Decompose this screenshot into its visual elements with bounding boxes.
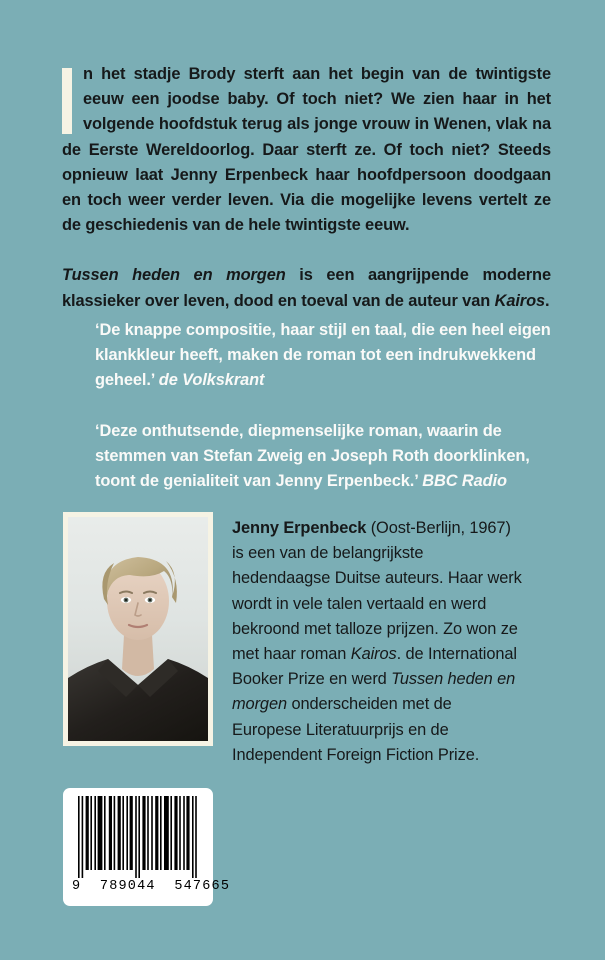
- author-portrait-image: [68, 517, 208, 741]
- press-quote-2-text: ‘Deze onthutsende, diepmenselijke roman, waarin de stemmen van Stefan Zweig en Joseph Roth doorklinken, toont de genialiteit van Jenny Erpenbeck.’: [95, 421, 530, 491]
- press-quotes-block: [95, 318, 551, 494]
- author-bio: [232, 516, 522, 768]
- author-bio-part-2: . de International Booker Prize en werd: [232, 645, 517, 689]
- author-bio-part-3: onderscheiden met de Europese Literatuurprijs en de Independent Foreign Fiction Prize.: [232, 695, 480, 764]
- author-name: Jenny Erpenbeck: [232, 519, 367, 537]
- dropcap-bar-icon: [62, 68, 72, 134]
- press-quote-2: [95, 419, 551, 495]
- related-title-emphasis: Kairos: [494, 291, 545, 310]
- isbn-barcode: [63, 788, 231, 906]
- author-photo-frame: [63, 512, 213, 746]
- book-title-emphasis: Tussen heden en morgen: [62, 266, 286, 285]
- blurb-block: [62, 62, 551, 314]
- author-bio-title-1: Kairos: [350, 645, 397, 664]
- blurb-paragraph-2: [62, 263, 551, 313]
- blurb-paragraph-2-mid: is een aangrijpende moderne klassieker over leven, dood en toeval van de auteur van: [62, 266, 551, 310]
- press-quote-1: [95, 318, 551, 394]
- barcode-digits: 9 789044 547665: [72, 879, 231, 894]
- press-quote-1-source: de Volkskrant: [158, 371, 265, 390]
- author-portrait: [68, 517, 208, 741]
- blurb-paragraph-2-end: .: [545, 291, 550, 310]
- blurb-line-2: eeuw een joodse baby. Of toch niet? We zien haar in het: [83, 90, 551, 109]
- author-bio-part-1: (Oost-Berlijn, 1967) is een van de belangrijkste hedendaagse Duitse auteurs. Haar werk wordt in vele talen vertaald en werd bekroond met talloze prijzen. Zo won ze met haar roman: [232, 519, 522, 664]
- blurb-line-3: volgende hoofdstuk terug als jonge vrouw in Wenen, vlak: [83, 115, 528, 134]
- author-bio-title-2: Tussen heden en morgen: [232, 670, 516, 714]
- blurb-rest: na de Eerste Wereldoorlog. Daar sterft ze. Of toch niet? Steeds opnieuw laat Jenny Erpenbeck haar hoofdpersoon doodgaan en toch weer verder leven. Via die mogelijke levens vertelt ze de geschiedenis van de hele twintigste eeuw.: [62, 115, 551, 235]
- barcode-bars: [72, 796, 204, 878]
- blurb-line-1: n het stadje Brody sterft aan het begin van de twintigste: [83, 65, 551, 83]
- blurb-paragraph-1: [62, 62, 551, 238]
- press-quote-2-source: BBC Radio: [422, 472, 507, 491]
- press-quote-1-text: ‘De knappe compositie, haar stijl en taal, die een heel eigen klankkleur heeft, maken de roman tot een indrukwekkend geheel.’: [95, 321, 551, 390]
